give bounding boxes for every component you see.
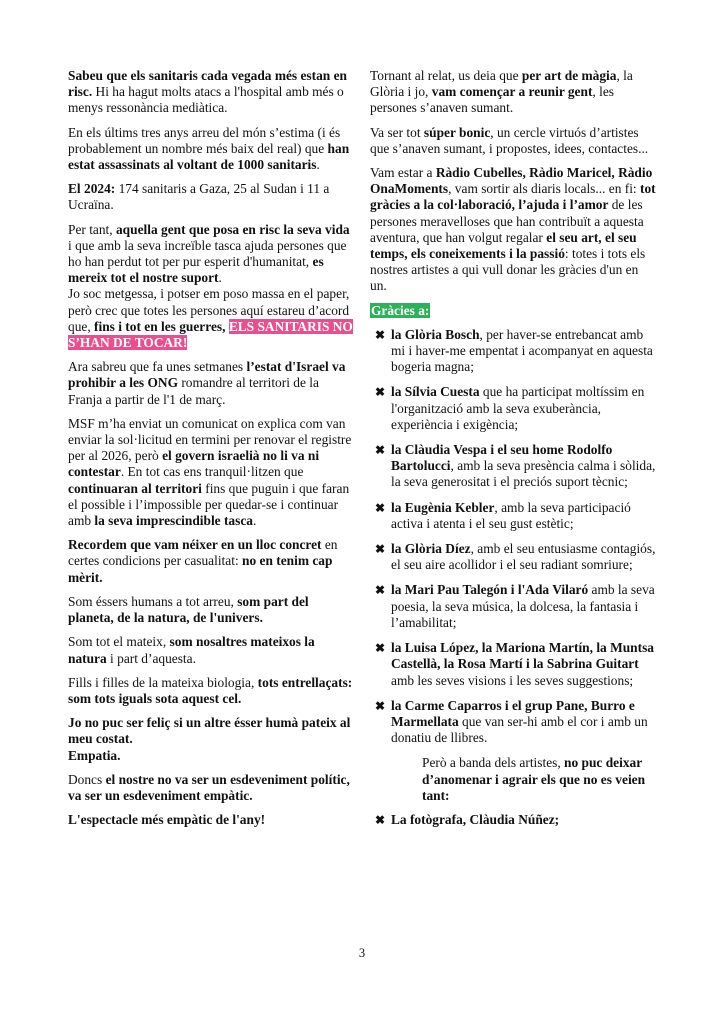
cross-bullet-icon: ✖ <box>375 641 386 656</box>
cross-bullet-icon: ✖ <box>375 443 386 458</box>
paragraph: Ara sabreu que fa unes setmanes l’estat d'Israel va prohibir a les ONG romandre al territori de la Franja a partir de l'1 de març. <box>68 359 346 407</box>
paragraph: El 2024: 174 sanitaris a Gaza, 25 al Sudan i 11 a Ucraïna. <box>68 181 330 213</box>
paragraph: Vam estar a Ràdio Cubelles, Ràdio Maricel, Ràdio OnaMoments, vam sortir als diaris locals... en fi: tot gràcies a la col·laboració, l’ajuda i l’amor de les persones meravelloses que han contribuït a aquesta aventura, que han volgut regalar el seu art, el seu temps, els coneixements i la passió: totes i tots els nostres artistes a qui vull donar les gràcies d'un en un. <box>370 165 656 294</box>
thanks-list-continued <box>370 812 657 828</box>
paragraph: Jo soc metgessa, i potser em poso massa en el paper, però crec que totes les persones aquí estareu d’acord que, fins i tot en les guerres, ELS SANITARIS NO S’HAN DE TOCAR! <box>68 286 353 351</box>
paragraph: Per tant, aquella gent que posa en risc la seva vida i que amb la seva increïble tasca ajuda persones que ho han perdut tot per pur esperit d'humanitat, es mereix tot el nostre suport. <box>68 221 350 286</box>
cross-bullet-icon: ✖ <box>375 327 386 342</box>
list-item: ✖ la Sílvia Cuesta que ha participat moltíssim en l'organització amb la seva exuberància, experiència i exigència; <box>375 384 645 432</box>
cross-bullet-icon: ✖ <box>375 385 386 400</box>
list-item: ✖ La fotògrafa, Clàudia Núñez; <box>375 811 560 827</box>
cross-bullet-icon: ✖ <box>375 500 386 515</box>
list-item: ✖ la Clàudia Vespa i el seu home Rodolfo Bartolucci, amb la seva presència calma i sòlida, la seva generositat i el preciós suport tècnic; <box>375 442 656 490</box>
list-item: ✖ la Eugènia Kebler, amb la seva participació activa i atenta i el seu gust estètic; <box>375 499 631 531</box>
page-number: 3 <box>358 946 366 960</box>
cross-bullet-icon: ✖ <box>375 698 386 713</box>
list-item: ✖ la Mari Pau Talegón i l'Ada Vilaró amb la seva poesia, la seva música, la dolcesa, la fantasia i l’amabilitat; <box>375 582 655 630</box>
cross-bullet-icon: ✖ <box>375 812 386 827</box>
left-column <box>68 68 354 836</box>
paragraph: Doncs el nostre no va ser un esdeveniment polític, va ser un esdeveniment empàtic. <box>68 771 350 803</box>
highlight-warning: ELS SANITARIS NO S’HAN DE TOCAR! <box>68 318 353 351</box>
paragraph: Som éssers humans a tot arreu, som part del planeta, de la natura, de l'univers. <box>68 593 309 626</box>
indented-paragraph: Però a banda dels artistes, no puc deixar d’anomenar i agrair els que no es veien tant: <box>422 755 646 803</box>
right-column <box>370 68 657 837</box>
cross-bullet-icon: ✖ <box>375 542 386 557</box>
paragraph: Tornant al relat, us deia que per art de màgia, la Glòria i jo, vam començar a reunir gent, les persones s’anaven sumant. <box>370 68 633 116</box>
paragraph: Jo no puc ser feliç si un altre ésser humà pateix al meu costat. Empatia. <box>68 715 351 763</box>
cross-bullet-icon: ✖ <box>375 583 386 598</box>
paragraph: En els últims tres anys arreu del món s’estima (i és probablement un nombre més baix del real) que han estat assassinats al voltant de 1000 sanitaris. <box>68 124 350 173</box>
thanks-heading: Gràcies a: <box>371 302 430 318</box>
list-item: ✖ la Luisa López, la Mariona Martín, la Muntsa Castellà, la Rosa Martí i la Sabrina Guitart amb les seves visions i les seves suggestions; <box>375 640 654 688</box>
list-item: ✖ la Carme Caparros i el grup Pane, Burro e Marmellata que van ser-hi amb el cor i amb un donatiu de llibres. <box>375 697 648 746</box>
thanks-list <box>370 327 657 746</box>
paragraph: Recordem que vam néixer en un lloc concret en certes condicions per casualitat: no en tenim cap mèrit. <box>68 537 338 585</box>
paragraph: Va ser tot súper bonic, un cercle virtuós d’artistes que s’anaven sumant, i propostes, idees, contactes... <box>370 124 649 156</box>
list-item: ✖ la Glòria Díez, amb el seu entusiasme contagiós, el seu aire acollidor i el seu radiant somriure; <box>375 541 656 573</box>
paragraph: Som tot el mateix, som nosaltres mateixos la natura i part d’aquesta. <box>68 634 315 666</box>
paragraph: MSF m’ha enviat un comunicat on explica com van enviar la sol·licitud en termini per renovar el registre per al 2026, però el govern israelià no li va ni contestar. En tot cas ens tranquil·litzen que continuaran al territori fins que puguin i que faran el possible i l’impossible per quedar-se i continuar amb la seva imprescindible tasca. <box>68 415 352 529</box>
paragraph: Sabeu que els sanitaris cada vegada més estan en risc. Hi ha hagut molts atacs a l'hospital amb més o menys ressonància mediàtica. <box>68 68 347 116</box>
list-item: ✖ la Glòria Bosch, per haver-se entrebancat amb mi i haver-me empentat i acompanyat en aquesta bogeria magna; <box>375 326 653 375</box>
paragraph: Fills i filles de la mateixa biologia, tots entrellaçats: som tots iguals sota aquest cel. <box>68 674 353 706</box>
paragraph: L'espectacle més empàtic de l'any! <box>68 812 266 828</box>
